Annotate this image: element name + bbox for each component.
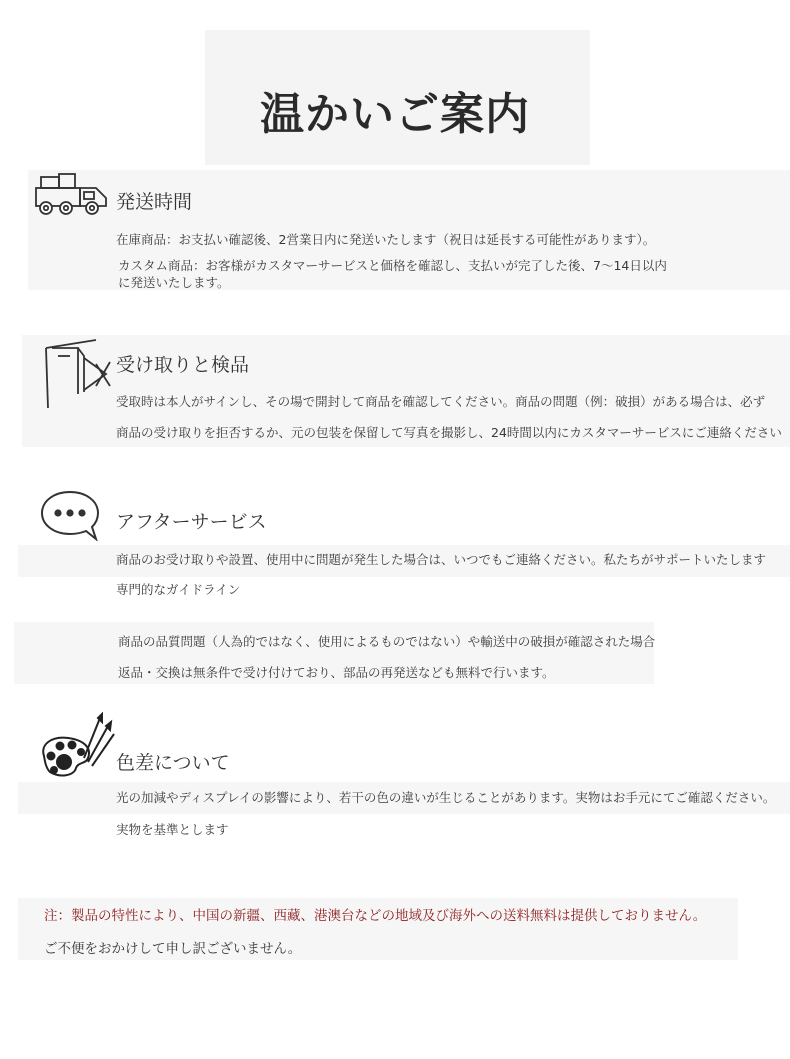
receipt-line-1: 受取時は本人がサインし、その場で開封して商品を確認してください。商品の問題（例：破損）がある場合は、必ず (116, 394, 766, 409)
aftersales-line-3: 商品の品質問題（人為的ではなく、使用によるものではない）や輸送中の破損が確認された場合 (118, 634, 656, 649)
open-box-icon (40, 336, 116, 412)
shipping-line-2: カスタム商品：お客様がカスタマーサービスと価格を確認し、支払いが完了した後、7〜14日以内 (118, 258, 667, 273)
aftersales-heading: アフターサービス (116, 511, 267, 533)
shipping-line-1: 在庫商品：お支払い確認後、2営業日内に発送いたします（祝日は延長する可能性があります）。 (116, 232, 656, 247)
color-line-2: 実物を基準とします (116, 822, 229, 837)
aftersales-line-4: 返品・交換は無条件で受け付けており、部品の再発送なども無料で行います。 (118, 665, 555, 680)
chat-bubble-icon (40, 489, 100, 541)
warning-note: 注：製品の特性により、中国の新疆、西藏、港澳台などの地域及び海外への送料無料は提供しておりません。 (44, 908, 707, 924)
color-heading: 色差について (116, 752, 230, 774)
receipt-heading: 受け取りと検品 (116, 354, 250, 376)
paint-palette-icon (38, 712, 118, 782)
page-title: 温かいご案内 (260, 89, 530, 140)
truck-icon (34, 172, 114, 218)
aftersales-line-2: 専門的なガイドライン (116, 582, 241, 597)
shipping-heading: 発送時間 (116, 191, 193, 213)
receipt-line-2: 商品の受け取りを拒否するか、元の包装を保留して写真を撮影し、24時間以内にカスタマーサービスにご連絡ください (116, 425, 782, 440)
aftersales-line-1: 商品のお受け取りや設置、使用中に問題が発生した場合は、いつでもご連絡ください。私たちがサポートいたします (116, 552, 767, 567)
shipping-line-3: に発送いたします。 (118, 275, 230, 290)
apology-note: ご不便をおかけして申し訳ございません。 (44, 941, 302, 957)
color-line-1: 光の加減やディスプレイの影響により、若干の色の違いが生じることがあります。実物はお手元にてご確認ください。 (116, 790, 776, 805)
